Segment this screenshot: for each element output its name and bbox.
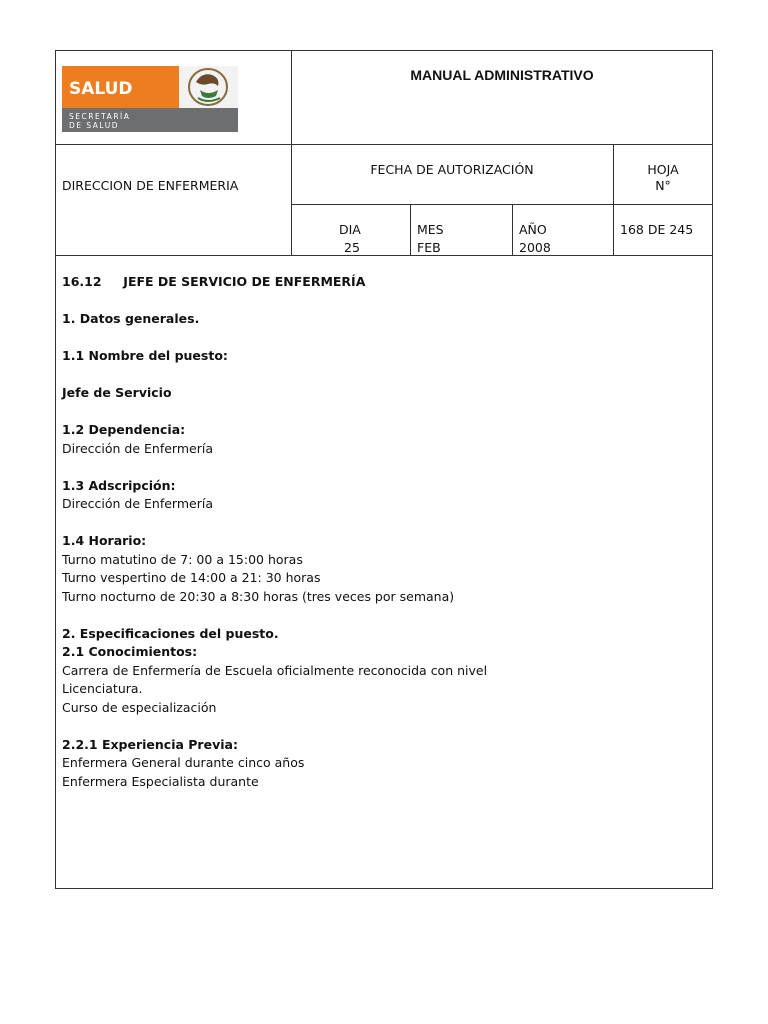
horario-line-1: Turno matutino de 7: 00 a 15:00 horas bbox=[62, 551, 303, 567]
heading-dependencia: 1.2 Dependencia: bbox=[62, 422, 186, 437]
experiencia-line-2: Enfermera Especialista durante bbox=[62, 773, 259, 789]
department-name: DIRECCION DE ENFERMERIA bbox=[62, 178, 239, 193]
header-vline-3 bbox=[512, 204, 513, 255]
header-vline-2 bbox=[410, 204, 411, 255]
sheet-value: 168 DE 245 bbox=[620, 222, 694, 237]
header-vline-4 bbox=[613, 144, 614, 255]
puesto-value: Jefe de Servicio bbox=[62, 385, 172, 400]
conocimientos-line-1: Carrera de Enfermería de Escuela oficialmente reconocida con nivel bbox=[62, 662, 488, 678]
heading-datos-generales: 1. Datos generales. bbox=[62, 311, 200, 326]
experiencia-line-1: Enfermera General durante cinco años bbox=[62, 755, 305, 770]
heading-especificaciones: 2. Especificaciones del puesto. bbox=[62, 625, 279, 641]
heading-conocimientos: 2.1 Conocimientos: bbox=[62, 644, 198, 659]
heading-adscripcion: 1.3 Adscripción: bbox=[62, 477, 176, 493]
heading-nombre-puesto: 1.1 Nombre del puesto: bbox=[62, 348, 228, 363]
document-frame bbox=[55, 50, 713, 889]
day-label: DIA bbox=[339, 222, 361, 237]
manual-title: MANUAL ADMINISTRATIVO bbox=[410, 67, 594, 83]
document-body bbox=[62, 273, 702, 791]
adscripcion-value: Dirección de Enfermería bbox=[62, 496, 213, 511]
year-value: 2008 bbox=[519, 240, 551, 255]
horario-line-3: Turno nocturno de 20:30 a 8:30 horas (tres veces por semana) bbox=[62, 588, 455, 604]
conocimientos-line-3: Curso de especialización bbox=[62, 699, 217, 715]
dependencia-value: Dirección de Enfermería bbox=[62, 440, 213, 456]
section-heading: 16.12 JEFE DE SERVICIO DE ENFERMERÍA bbox=[62, 274, 366, 289]
logo-sub-1: SECRETARÍA bbox=[69, 112, 131, 121]
conocimientos-line-2: Licenciatura. bbox=[62, 681, 143, 696]
heading-horario: 1.4 Horario: bbox=[62, 533, 147, 548]
heading-experiencia: 2.2.1 Experiencia Previa: bbox=[62, 736, 238, 752]
sheet-label: HOJA bbox=[647, 162, 679, 177]
month-label: MES bbox=[417, 222, 444, 237]
month-value: FEB bbox=[417, 240, 441, 255]
salud-logo bbox=[62, 66, 238, 132]
day-value: 25 bbox=[344, 240, 360, 255]
logo-sub-2: DE SALUD bbox=[69, 121, 119, 130]
logo-brand: SALUD bbox=[69, 79, 133, 99]
header-divider-3 bbox=[56, 255, 712, 256]
header-divider-2 bbox=[291, 204, 712, 205]
horario-line-2: Turno vespertino de 14:00 a 21: 30 horas bbox=[62, 570, 321, 585]
sheet-number-label: N° bbox=[655, 178, 671, 193]
year-label: AÑO bbox=[519, 222, 547, 237]
authorization-date-label: FECHA DE AUTORIZACIÓN bbox=[370, 162, 534, 177]
